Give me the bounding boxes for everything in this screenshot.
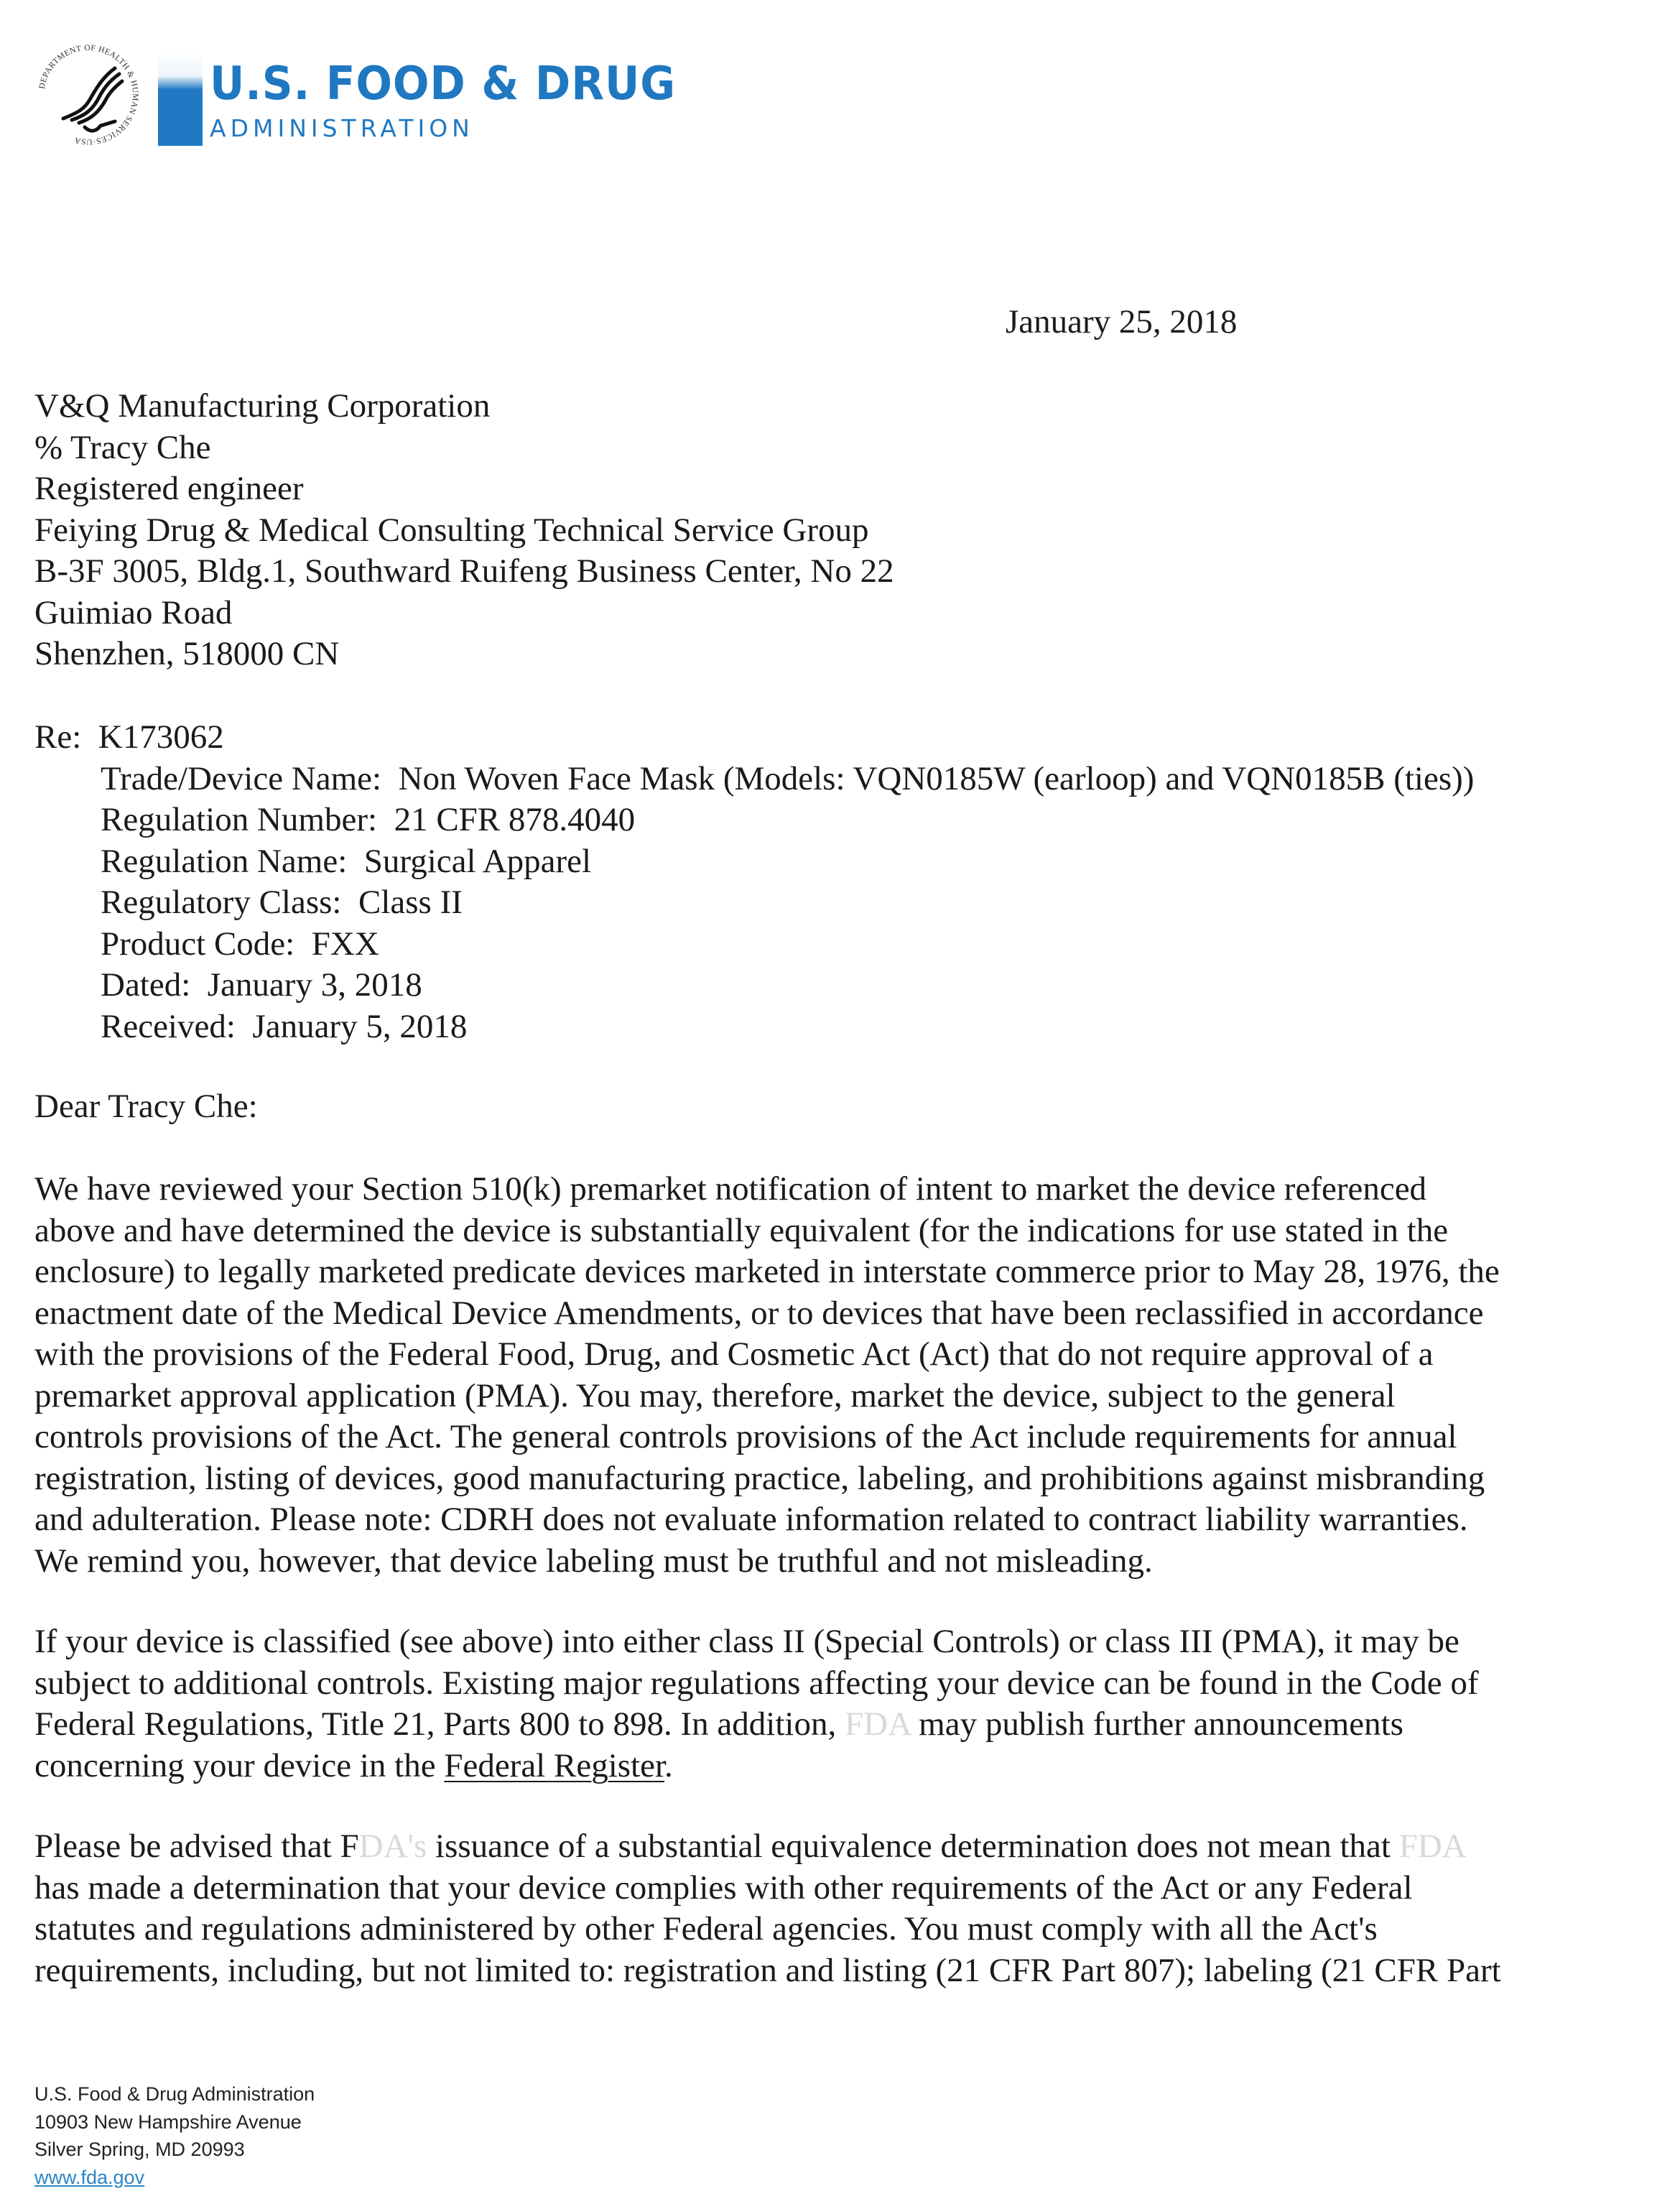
field-label: Product Code: (101, 925, 295, 963)
paragraph-line: We have reviewed your Section 510(k) premarket notification of intent to market the device referenced (34, 1170, 1427, 1208)
field-value: January 3, 2018 (207, 966, 422, 1004)
paragraph-line (34, 1704, 1658, 1746)
footer-street: 10903 New Hampshire Avenue (34, 2111, 302, 2133)
field-value: Class II (358, 884, 463, 921)
re-field-received (34, 1006, 1474, 1048)
paragraph-line: above and have determined the device is substantially equivalent (for the indications for use stated in the (34, 1211, 1449, 1249)
recipient-attention: % Tracy Che (34, 428, 211, 466)
paragraph-line: statutes and regulations administered by other Federal agencies. You must comply with all the Act's (34, 1910, 1378, 1947)
field-value: Surgical Apparel (363, 842, 592, 880)
text-segment: Federal Regulations, Title 21, Parts 800 to 898. In addition, (34, 1705, 845, 1743)
re-field-regulation-number (34, 800, 1474, 841)
paragraph-line: with the provisions of the Federal Food, Drug, and Cosmetic Act (Act) that do not require approval of a (34, 1335, 1434, 1373)
footer-website-link[interactable]: www.fda.gov (34, 2166, 145, 2188)
text-segment: may publish further announcements (910, 1705, 1403, 1743)
field-label: Received: (101, 1007, 236, 1045)
paragraph-line: registration, listing of devices, good manufacturing practice, labeling, and prohibitions against misbranding (34, 1459, 1485, 1497)
footer-address (34, 2080, 315, 2191)
paragraph-substantial-equivalence (34, 1169, 1658, 1582)
redacted-text: FDA (1398, 1828, 1467, 1865)
re-field-dated (34, 965, 1474, 1006)
re-line (34, 717, 1474, 759)
field-label: Regulation Name: (101, 842, 348, 880)
text-segment: . (664, 1746, 673, 1784)
paragraph-line (34, 1746, 1658, 1787)
field-value: Non Woven Face Mask (Models: VQN0185W (earloop) and VQN0185B (ties)) (398, 759, 1475, 797)
footer-city: Silver Spring, MD 20993 (34, 2139, 245, 2160)
re-field-regulation-name (34, 841, 1474, 883)
paragraph-line (34, 1826, 1658, 1868)
paragraph-line: If your device is classified (see above) into either class II (Special Controls) or class III (PMA), it may be (34, 1623, 1459, 1660)
text-segment: issuance of a substantial equivalence determination does not mean that (427, 1828, 1399, 1865)
salutation: Dear Tracy Che: (34, 1088, 258, 1125)
redacted-text: DA's (358, 1828, 427, 1865)
fda-wordmark (210, 57, 711, 143)
recipient-road: Guimiao Road (34, 593, 233, 631)
federal-register-link[interactable]: Federal Register (444, 1746, 665, 1784)
paragraph-line: has made a determination that your device complies with other requirements of the Act or any Federal (34, 1868, 1413, 1907)
agency-subtitle: ADMINISTRATION (210, 114, 474, 142)
k-number: K173062 (98, 718, 224, 756)
field-label: Trade/Device Name: (101, 759, 382, 797)
field-value: January 5, 2018 (252, 1007, 468, 1045)
recipient-company: V&Q Manufacturing Corporation (34, 387, 491, 425)
field-label: Regulation Number: (101, 801, 378, 838)
field-value: 21 CFR 878.4040 (394, 801, 636, 838)
paragraph-line: requirements, including, but not limited to: registration and listing (21 CFR Part 807); labeling (21 CFR Part (34, 1951, 1501, 1989)
re-field-product-code (34, 924, 1474, 965)
paragraph-line: We remind you, however, that device labeling must be truthful and not misleading. (34, 1542, 1153, 1580)
letter-date: January 25, 2018 (1006, 303, 1238, 341)
field-label: Regulatory Class: (101, 884, 342, 921)
svg-text:DEPARTMENT OF HEALTH & HUMAN S: DEPARTMENT OF HEALTH & HUMAN SERVICES·USA (37, 43, 140, 147)
fda-logo-square (158, 52, 203, 146)
agency-title: U.S. FOOD & DRUG (210, 57, 677, 111)
recipient-address (34, 386, 894, 675)
paragraph-line: subject to additional controls. Existing major regulations affecting your device can be found in the Code of (34, 1664, 1479, 1702)
re-field-trade-name (34, 759, 1474, 800)
re-label: Re: (34, 718, 82, 756)
letterhead (29, 40, 677, 154)
paragraph-compliance (34, 1826, 1658, 1991)
redacted-text: FDA (844, 1705, 911, 1743)
recipient-city: Shenzhen, 518000 CN (34, 635, 340, 672)
text-segment: Please be advised that F (34, 1828, 359, 1865)
recipient-organization: Feiying Drug & Medical Consulting Technical Service Group (34, 511, 869, 549)
paragraph-line: enclosure) to legally marketed predicate devices marketed in interstate commerce prior to May 28, 1976, the (34, 1253, 1500, 1290)
field-label: Dated: (101, 966, 191, 1004)
paragraph-line: enactment date of the Medical Device Amendments, or to devices that have been reclassified in accordance (34, 1294, 1484, 1332)
hhs-seal-icon (34, 41, 142, 149)
footer-agency: U.S. Food & Drug Administration (34, 2083, 315, 2105)
paragraph-line: and adulteration. Please note: CDRH does not evaluate information related to contract liability warranties. (34, 1501, 1468, 1538)
paragraph-line: controls provisions of the Act. The general controls provisions of the Act include requirements for annual (34, 1418, 1457, 1455)
reference-block (34, 717, 1474, 1047)
re-field-regulatory-class (34, 882, 1474, 924)
text-segment: concerning your device in the (34, 1746, 445, 1784)
recipient-title: Registered engineer (34, 470, 304, 507)
paragraph-additional-controls (34, 1621, 1658, 1787)
paragraph-line: premarket approval application (PMA). You may, therefore, market the device, subject to the general (34, 1376, 1396, 1414)
field-value: FXX (311, 925, 379, 963)
recipient-street: B-3F 3005, Bldg.1, Southward Ruifeng Business Center, No 22 (34, 552, 894, 590)
